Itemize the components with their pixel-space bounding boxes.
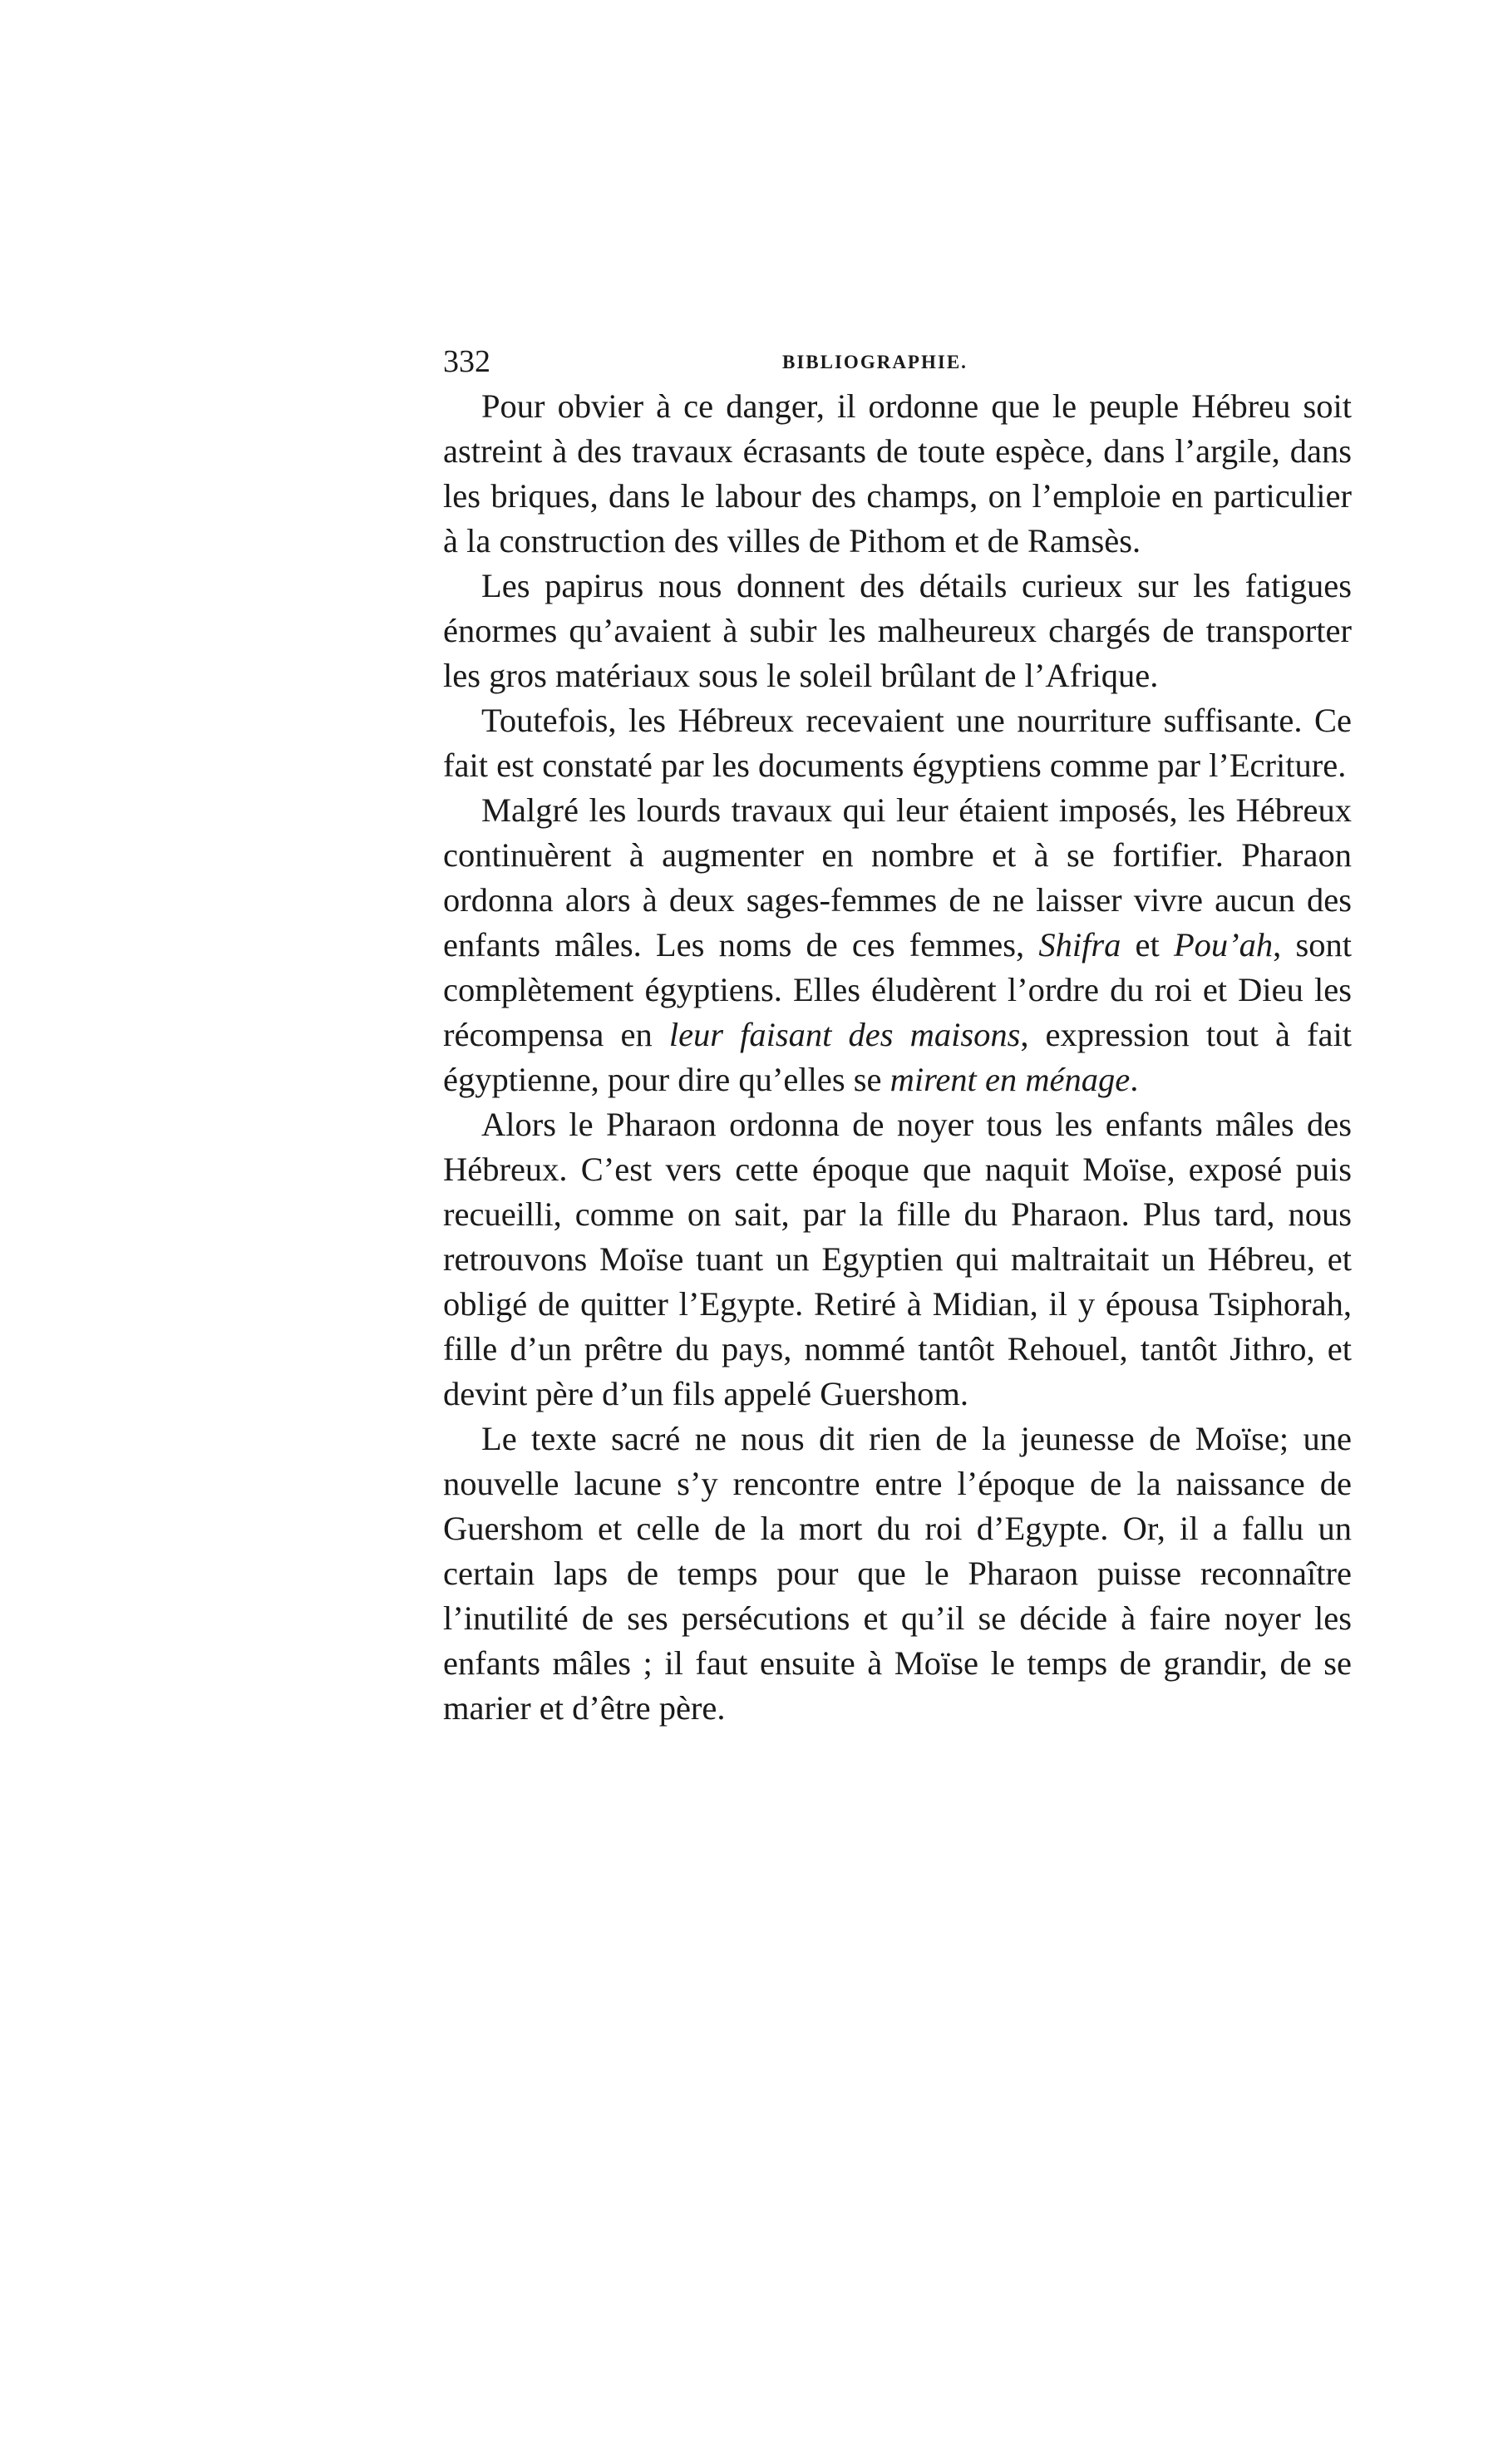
italic-text: leur faisant des maisons xyxy=(668,1016,1021,1053)
running-head: BIBLIOGRAPHIE. xyxy=(782,352,968,372)
paragraph xyxy=(443,384,1352,564)
page-number: 332 xyxy=(443,344,490,379)
page-header xyxy=(443,341,1352,382)
italic-text: mirent en ménage xyxy=(889,1061,1131,1098)
italic-text: Shifra xyxy=(1038,926,1121,963)
text-run: , sont complètement égyptiens. Elles éludèrent l’ordre du roi et Dieu les récompensa en xyxy=(443,926,1352,1053)
body-text xyxy=(443,384,1352,1731)
paragraph xyxy=(443,1417,1352,1731)
text-run: Malgré les lourds travaux qui leur étaient imposés, les Hébreux continuèrent à augmenter en nombre et à se fortifier. Pharaon ordonna alors à deux sages-femmes de ne laisser vivre aucun des enfants mâles. Les noms de ces femmes, xyxy=(443,791,1352,963)
text-run: Pour obvier à ce danger, il ordonne que le peuple Hébreu soit astreint à des travaux écrasants de toute espèce, dans l’argile, dans les briques, dans le labour des champs, on l’emploie en particulier à la construction des villes de Pithom et de Ramsès. xyxy=(443,387,1352,559)
paragraph xyxy=(443,788,1352,1102)
text-run: Les papirus nous donnent des détails curieux sur les fatigues énormes qu’avaient à subir les malheureux chargés de transporter les gros matériaux sous le soleil brûlant de l’Afrique. xyxy=(443,567,1352,694)
text-run: et xyxy=(1121,926,1174,963)
text-run: Le texte sacré ne nous dit rien de la jeunesse de Moïse; une nouvelle lacune s’y rencontre entre l’époque de la naissance de Guershom et celle de la mort du roi d’Egypte. Or, il a fallu un certain laps de temps pour que le Pharaon puisse reconnaître l’inutilité de ses persécutions et qu’il se décide à faire noyer les enfants mâles ; il faut ensuite à Moïse le temps de grandir, de se marier et d’être père. xyxy=(443,1420,1352,1727)
italic-text: Pou’ah xyxy=(1173,926,1274,963)
paragraph xyxy=(443,564,1352,698)
text-run: , expression tout à fait égyptienne, pour dire qu’elles se xyxy=(443,1016,1352,1098)
paragraph xyxy=(443,1102,1352,1417)
text-run: Toutefois, les Hébreux recevaient une nourriture suffisante. Ce fait est constaté par les documents égyptiens comme par l’Ecriture. xyxy=(443,702,1352,784)
text-run: Alors le Pharaon ordonna de noyer tous les enfants mâles des Hébreux. C’est vers cette époque que naquit Moïse, exposé puis recueilli, comme on sait, par la fille du Pharaon. Plus tard, nous retrouvons Moïse tuant un Egyptien qui maltraitait un Hébreu, et obligé de quitter l’Egypte. Retiré à Midian, il y épousa Tsiphorah, fille d’un prêtre du pays, nommé tantôt Rehouel, tantôt Jithro, et devint père d’un fils appelé Guershom. xyxy=(443,1106,1352,1412)
paragraph xyxy=(443,698,1352,788)
text-run: . xyxy=(1130,1061,1139,1098)
